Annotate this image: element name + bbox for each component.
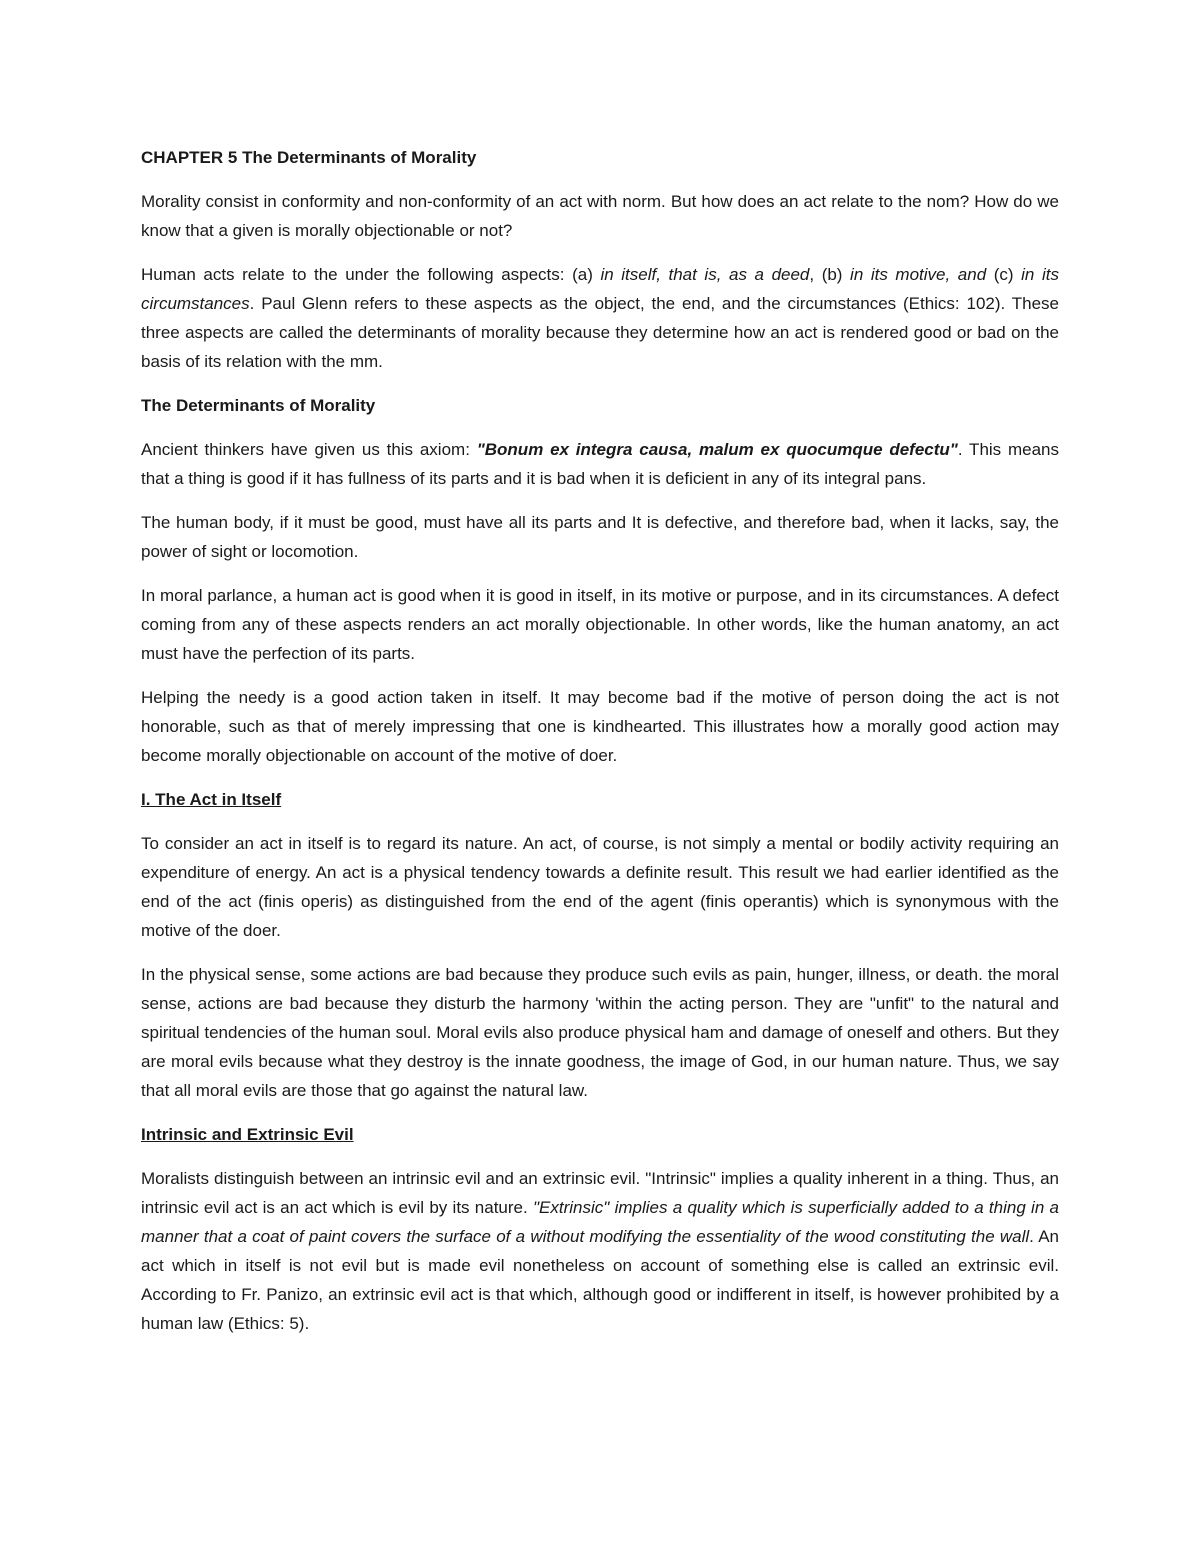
text-run: Ancient thinkers have given us this axiom: bbox=[141, 440, 477, 459]
paragraph-physical-sense: In the physical sense, some actions are bad because they produce such evils as pain, hunger, illness, or death. the moral sense, actions are bad because they disturb the harmony 'within the acting person. They are "unfit" to the natural and spiritual tendencies of the human soul. Moral evils also produce physical ham and damage of oneself and others. But they are moral evils because what they destroy is the innate goodness, the image of God, in our human nature. Thus, we say that all moral evils are those that go against the natural law. bbox=[141, 965, 1059, 1100]
section-heading-act-in-itself: I. The Act in Itself bbox=[141, 790, 282, 809]
paragraph-intrinsic-extrinsic bbox=[141, 1164, 1059, 1338]
italic-run: in its motive, and bbox=[850, 265, 987, 284]
document-page bbox=[141, 143, 1059, 1353]
text-run: . This means that a thing is good if it has fullness of its parts and it is bad when it is deficient in any of its integral pans. bbox=[141, 440, 1059, 488]
text-run: (c) bbox=[986, 265, 1022, 284]
paragraph-moral-parlance: In moral parlance, a human act is good when it is good in itself, in its motive or purpose, and in its circumstances. A defect coming from any of these aspects renders an act morally objectionable. In other words, like the human anatomy, an act must have the perfection of its parts. bbox=[141, 586, 1059, 663]
bold-italic-quote: "Bonum ex integra causa, malum ex quocumque defectu" bbox=[476, 440, 958, 459]
section-heading-determinants: The Determinants of Morality bbox=[141, 396, 376, 415]
paragraph-human-body: The human body, if it must be good, must have all its parts and It is defective, and therefore bad, when it lacks, say, the power of sight or locomotion. bbox=[141, 513, 1059, 561]
paragraph-ancient-axiom bbox=[141, 435, 1059, 493]
paragraph-morality-intro: Morality consist in conformity and non-conformity of an act with norm. But how does an act relate to the nom? How do we know that a given is morally objectionable or not? bbox=[141, 192, 1059, 240]
paragraph-human-acts-aspects bbox=[141, 260, 1059, 376]
text-run: , (b) bbox=[809, 265, 851, 284]
italic-run: in its circumstances bbox=[141, 265, 1059, 313]
italic-run: in itself, that is, as a deed bbox=[600, 265, 810, 284]
text-run: Human acts relate to the under the following aspects: (a) bbox=[141, 265, 601, 284]
text-run: . An act which in itself is not evil but is made evil nonetheless on account of something else is called an extrinsic evil. According to Fr. Panizo, an extrinsic evil act is that which, although good or indifferent in itself, is however prohibited by a human law (Ethics: 5). bbox=[141, 1227, 1059, 1333]
paragraph-helping-needy: Helping the needy is a good action taken in itself. It may become bad if the motive of person doing the act is not honorable, such as that of merely impressing that one is kindhearted. This illustrates how a morally good action may become morally objectionable on account of the motive of doer. bbox=[141, 688, 1059, 765]
chapter-title: CHAPTER 5 The Determinants of Morality bbox=[141, 148, 477, 167]
section-heading-intrinsic-extrinsic: Intrinsic and Extrinsic Evil bbox=[141, 1125, 354, 1144]
text-run: . Paul Glenn refers to these aspects as the object, the end, and the circumstances (Ethics: 102). These three aspects are called the determinants of morality because they determine how an act is rendered good or bad on the basis of its relation with the mm. bbox=[141, 294, 1059, 371]
text-run: Moralists distinguish between an intrinsic evil and an extrinsic evil. "Intrinsic" implies a quality inherent in a thing. Thus, an intrinsic evil act is an act which is evil by its nature. bbox=[141, 1169, 1059, 1217]
paragraph-act-nature: To consider an act in itself is to regard its nature. An act, of course, is not simply a mental or bodily activity requiring an expenditure of energy. An act is a physical tendency towards a definite result. This result we had earlier identified as the end of the act (finis operis) as distinguished from the end of the agent (finis operantis) which is synonymous with the motive of the doer. bbox=[141, 834, 1059, 940]
italic-run: "Extrinsic" implies a quality which is superficially added to a thing in a manner that a coat of paint covers the surface of a without modifying the essentiality of the wood constituting the wall bbox=[141, 1198, 1059, 1246]
